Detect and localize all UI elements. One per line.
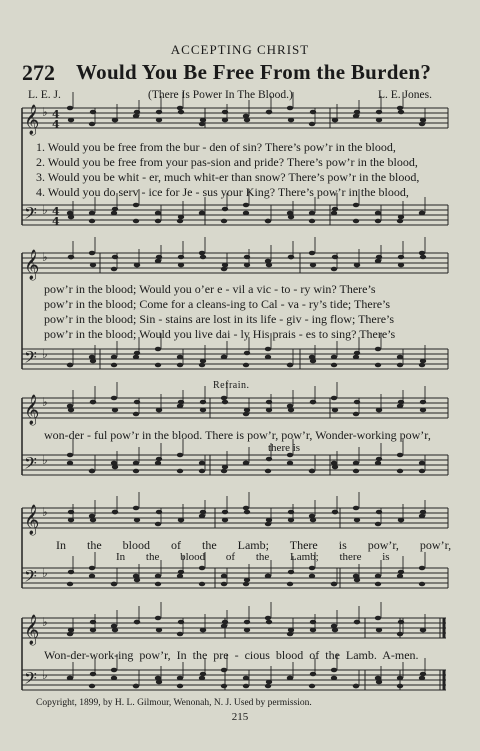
note-head bbox=[155, 219, 161, 224]
note-head bbox=[133, 684, 139, 689]
note-head bbox=[90, 518, 96, 523]
note-head bbox=[353, 506, 359, 511]
note-head bbox=[287, 363, 293, 368]
note-head bbox=[155, 616, 161, 621]
refrain-line2-top: In the blood of the Lamb; There is pow’r, pow’r, bbox=[56, 538, 452, 552]
note-head bbox=[89, 469, 95, 474]
hymn-title: Would You Be Free From the Burden? bbox=[76, 60, 432, 84]
note-head bbox=[397, 469, 403, 474]
note-head bbox=[178, 110, 184, 115]
note-head bbox=[243, 461, 249, 466]
note-head bbox=[309, 355, 315, 360]
note-head bbox=[112, 628, 118, 633]
note-head bbox=[155, 574, 161, 579]
note-head bbox=[419, 251, 425, 256]
note-head bbox=[309, 211, 315, 216]
note-head bbox=[375, 676, 381, 681]
note-head bbox=[331, 211, 337, 216]
note-head bbox=[353, 574, 359, 579]
svg-text:♭: ♭ bbox=[42, 250, 48, 264]
note-head bbox=[155, 461, 161, 466]
note-head bbox=[265, 355, 271, 360]
verse2-line2: pow’r in the blood; Come for a cleans-ing to Cal - va - ry’s tide; There’s bbox=[44, 297, 391, 311]
note-head bbox=[419, 469, 425, 474]
note-head bbox=[354, 518, 360, 523]
note-head bbox=[375, 211, 381, 216]
note-head bbox=[68, 118, 74, 123]
note-head bbox=[376, 118, 382, 123]
note-head bbox=[331, 355, 337, 360]
tune-name: (There Is Power In The Blood.) bbox=[148, 89, 293, 101]
note-head bbox=[111, 355, 117, 360]
svg-text:4: 4 bbox=[52, 108, 60, 121]
note-head bbox=[111, 582, 117, 587]
note-head bbox=[155, 259, 161, 264]
note-head bbox=[353, 412, 359, 417]
note-head bbox=[222, 400, 228, 405]
staff-system2-treble bbox=[22, 253, 448, 273]
note-head bbox=[89, 514, 95, 519]
note-head bbox=[309, 251, 315, 256]
note-head bbox=[89, 355, 95, 360]
note-head bbox=[89, 122, 95, 127]
music-credit: L. E. Jones. bbox=[378, 89, 432, 101]
note-head bbox=[199, 469, 205, 474]
note-head bbox=[419, 676, 425, 681]
note-head bbox=[419, 514, 425, 519]
note-head bbox=[332, 628, 338, 633]
note-head bbox=[353, 219, 359, 224]
note-head bbox=[265, 347, 271, 352]
note-head bbox=[67, 363, 73, 368]
svg-text:4: 4 bbox=[52, 205, 60, 218]
note-head bbox=[199, 676, 205, 681]
note-head bbox=[331, 363, 337, 368]
note-head bbox=[177, 684, 183, 689]
staff-system4-treble bbox=[22, 508, 448, 528]
svg-text:𝄞: 𝄞 bbox=[24, 395, 40, 425]
note-head bbox=[111, 624, 117, 629]
note-head bbox=[375, 582, 381, 587]
note-head bbox=[287, 106, 293, 111]
note-head bbox=[265, 469, 271, 474]
note-head bbox=[177, 355, 183, 360]
verse3-line2: pow’r in the blood; Sin - stains are lost in its life - giv - ing flow; There’s bbox=[44, 312, 395, 326]
note-head bbox=[177, 676, 183, 681]
note-head bbox=[353, 684, 359, 689]
note-head bbox=[353, 469, 359, 474]
note-head bbox=[419, 461, 425, 466]
note-head bbox=[287, 676, 293, 681]
note-head bbox=[353, 355, 359, 360]
note-head bbox=[199, 461, 205, 466]
note-head bbox=[67, 211, 73, 216]
svg-text:♭: ♭ bbox=[42, 105, 48, 119]
note-head bbox=[397, 363, 403, 368]
note-head bbox=[133, 461, 139, 466]
svg-text:4: 4 bbox=[52, 118, 60, 131]
note-head bbox=[397, 453, 403, 458]
refrain-line2-bottom: In the blood of the Lamb; there is bbox=[116, 551, 390, 563]
note-head bbox=[287, 404, 293, 409]
note-head bbox=[199, 122, 205, 127]
note-head bbox=[200, 255, 206, 260]
svg-text:𝄢: 𝄢 bbox=[24, 453, 37, 477]
note-head bbox=[419, 122, 425, 127]
note-head bbox=[221, 267, 227, 272]
note-head bbox=[309, 514, 315, 519]
note-head bbox=[309, 566, 315, 571]
note-head bbox=[199, 251, 205, 256]
note-head bbox=[221, 684, 227, 689]
staff-system2-bass bbox=[22, 349, 448, 369]
note-head bbox=[244, 510, 250, 515]
note-head bbox=[67, 632, 73, 637]
note-head bbox=[111, 363, 117, 368]
note-head bbox=[398, 263, 404, 268]
page-number: 215 bbox=[231, 711, 249, 723]
note-head bbox=[376, 628, 382, 633]
note-head bbox=[67, 404, 73, 409]
note-head bbox=[419, 582, 425, 587]
note-head bbox=[375, 259, 381, 264]
note-head bbox=[133, 412, 139, 417]
note-head bbox=[199, 211, 205, 216]
note-head bbox=[67, 106, 73, 111]
note-head bbox=[397, 355, 403, 360]
svg-text:𝄢: 𝄢 bbox=[24, 347, 37, 371]
note-head bbox=[177, 453, 183, 458]
note-head bbox=[133, 355, 139, 360]
svg-text:♭: ♭ bbox=[42, 203, 48, 217]
svg-text:𝄞: 𝄞 bbox=[24, 105, 40, 135]
refrain-line3: Won-der-work-ing pow’r, In the pre - cious blood of the Lamb. A-men. bbox=[44, 648, 419, 662]
staff-system1-bass bbox=[22, 205, 448, 225]
note-head bbox=[199, 363, 205, 368]
note-head bbox=[155, 363, 161, 368]
section-title: ACCEPTING CHRIST bbox=[170, 42, 310, 57]
hymn-number: 272 bbox=[22, 60, 55, 85]
note-head bbox=[133, 203, 139, 208]
note-head bbox=[331, 668, 337, 673]
note-head bbox=[67, 453, 73, 458]
note-head bbox=[420, 255, 426, 260]
note-head bbox=[310, 518, 316, 523]
note-head bbox=[287, 632, 293, 637]
note-head bbox=[221, 574, 227, 579]
note-head bbox=[397, 632, 403, 637]
note-head bbox=[331, 461, 337, 466]
note-head bbox=[221, 469, 227, 474]
note-head bbox=[266, 263, 272, 268]
note-head bbox=[111, 396, 117, 401]
note-head bbox=[200, 408, 206, 413]
note-head bbox=[177, 106, 183, 111]
note-head bbox=[199, 582, 205, 587]
note-head bbox=[68, 408, 74, 413]
note-head bbox=[309, 574, 315, 579]
note-head bbox=[178, 263, 184, 268]
note-head bbox=[331, 582, 337, 587]
note-head bbox=[243, 506, 249, 511]
svg-text:𝄢: 𝄢 bbox=[24, 566, 37, 590]
note-head bbox=[133, 506, 139, 511]
note-head bbox=[243, 684, 249, 689]
note-head bbox=[375, 363, 381, 368]
note-head bbox=[331, 624, 337, 629]
note-head bbox=[90, 263, 96, 268]
note-head bbox=[266, 620, 272, 625]
note-head bbox=[177, 404, 183, 409]
note-head bbox=[155, 676, 161, 681]
svg-text:𝄞: 𝄞 bbox=[24, 505, 40, 535]
staff-system5-bass bbox=[22, 670, 446, 690]
note-head bbox=[221, 396, 227, 401]
note-head bbox=[397, 676, 403, 681]
note-head bbox=[89, 574, 95, 579]
note-head bbox=[111, 676, 117, 681]
staff-system5-treble bbox=[22, 618, 446, 638]
refrain-label: Refrain. bbox=[213, 380, 250, 391]
svg-text:♭: ♭ bbox=[42, 347, 48, 361]
note-head bbox=[134, 518, 140, 523]
note-head bbox=[287, 211, 293, 216]
note-head bbox=[177, 469, 183, 474]
note-head bbox=[177, 574, 183, 579]
svg-text:♭: ♭ bbox=[42, 395, 48, 409]
note-head bbox=[353, 203, 359, 208]
note-head bbox=[133, 219, 139, 224]
note-head bbox=[221, 668, 227, 673]
svg-text:♭: ♭ bbox=[42, 453, 48, 467]
svg-text:♭: ♭ bbox=[42, 505, 48, 519]
note-head bbox=[265, 616, 271, 621]
note-head bbox=[310, 263, 316, 268]
note-head bbox=[67, 461, 73, 466]
note-head bbox=[331, 676, 337, 681]
note-head bbox=[331, 396, 337, 401]
note-head bbox=[265, 219, 271, 224]
note-head bbox=[265, 684, 271, 689]
note-head bbox=[133, 469, 139, 474]
note-head bbox=[397, 106, 403, 111]
svg-text:𝄢: 𝄢 bbox=[24, 203, 37, 227]
staff-system1-treble bbox=[22, 108, 448, 128]
note-head bbox=[397, 219, 403, 224]
note-head bbox=[244, 118, 250, 123]
svg-text:𝄞: 𝄞 bbox=[24, 250, 40, 280]
note-head bbox=[221, 582, 227, 587]
note-head bbox=[353, 114, 359, 119]
note-head bbox=[398, 110, 404, 115]
note-head bbox=[375, 219, 381, 224]
note-head bbox=[221, 624, 227, 629]
svg-text:𝄢: 𝄢 bbox=[24, 668, 37, 692]
note-head bbox=[177, 363, 183, 368]
note-head bbox=[309, 122, 315, 127]
refrain-line1: won-der - ful pow’r in the blood. There is pow’r, pow’r, Wonder-working pow’r, bbox=[44, 428, 431, 442]
note-head bbox=[309, 684, 315, 689]
note-head bbox=[177, 219, 183, 224]
note-head bbox=[156, 118, 162, 123]
note-head bbox=[287, 461, 293, 466]
note-head bbox=[265, 522, 271, 527]
note-head bbox=[89, 251, 95, 256]
note-head bbox=[155, 582, 161, 587]
note-head bbox=[111, 461, 117, 466]
svg-text:𝄞: 𝄞 bbox=[24, 615, 40, 645]
verse4-line2: pow’r in the blood; Would you live dai - ly His prais - es to sing? There’s bbox=[44, 327, 396, 341]
words-credit: L. E. J. bbox=[28, 89, 61, 101]
note-head bbox=[375, 347, 381, 352]
note-head bbox=[288, 408, 294, 413]
note-head bbox=[112, 408, 118, 413]
staff-system4-bass bbox=[22, 568, 448, 588]
staff-system3-treble bbox=[22, 398, 448, 418]
note-head bbox=[332, 408, 338, 413]
note-head bbox=[89, 219, 95, 224]
svg-text:♭: ♭ bbox=[42, 668, 48, 682]
note-head bbox=[244, 628, 250, 633]
note-head bbox=[419, 566, 425, 571]
verse3-line1: 3. Would you be whit - er, much whit-er than snow? There’s pow’r in the blood, bbox=[36, 170, 420, 184]
note-head bbox=[397, 404, 403, 409]
copyright-notice: Copyright, 1899, by H. L. Gilmour, Wenonah, N. J. Used by permission. bbox=[36, 698, 312, 708]
note-head bbox=[288, 118, 294, 123]
verse4-line1: 4. Would you do serv - ice for Je - sus your King? There’s pow’r in the blood, bbox=[36, 185, 409, 199]
note-head bbox=[375, 616, 381, 621]
staff-system3-bass bbox=[22, 455, 448, 475]
note-head bbox=[243, 203, 249, 208]
note-head bbox=[397, 684, 403, 689]
svg-text:4: 4 bbox=[52, 215, 60, 228]
note-head bbox=[156, 628, 162, 633]
note-head bbox=[111, 267, 117, 272]
verse1-line2: pow’r in the blood; Would you o’er e - vil a vic - to - ry win? There’s bbox=[44, 282, 376, 296]
note-head bbox=[243, 412, 249, 417]
note-head bbox=[397, 574, 403, 579]
note-head bbox=[155, 522, 161, 527]
note-head bbox=[353, 461, 359, 466]
note-head bbox=[67, 676, 73, 681]
note-head bbox=[199, 566, 205, 571]
note-head bbox=[111, 668, 117, 673]
note-head bbox=[419, 363, 425, 368]
note-head bbox=[243, 363, 249, 368]
note-head bbox=[243, 582, 249, 587]
note-head bbox=[243, 676, 249, 681]
note-head bbox=[177, 632, 183, 637]
note-head bbox=[419, 211, 425, 216]
note-head bbox=[221, 355, 227, 360]
note-head bbox=[199, 514, 205, 519]
note-head bbox=[221, 219, 227, 224]
svg-text:♭: ♭ bbox=[42, 566, 48, 580]
refrain-line1-bass: there is bbox=[268, 442, 301, 454]
verse1-line1: 1. Would you be free from the bur - den of sin? There’s pow’r in the blood, bbox=[36, 140, 396, 154]
note-head bbox=[309, 469, 315, 474]
note-head bbox=[265, 259, 271, 264]
note-head bbox=[89, 684, 95, 689]
note-head bbox=[111, 211, 117, 216]
note-head bbox=[155, 211, 161, 216]
note-head bbox=[309, 219, 315, 224]
note-head bbox=[243, 114, 249, 119]
verse2-line1: 2. Would you be free from your pas-sion and pride? There’s pow’r in the blood, bbox=[36, 155, 418, 169]
note-head bbox=[420, 408, 426, 413]
note-head bbox=[89, 566, 95, 571]
note-head bbox=[155, 347, 161, 352]
note-head bbox=[375, 574, 381, 579]
svg-text:♭: ♭ bbox=[42, 615, 48, 629]
note-head bbox=[375, 461, 381, 466]
note-head bbox=[287, 582, 293, 587]
note-head bbox=[133, 574, 139, 579]
note-head bbox=[331, 267, 337, 272]
note-head bbox=[375, 522, 381, 527]
note-head bbox=[243, 211, 249, 216]
note-head bbox=[67, 582, 73, 587]
note-head bbox=[89, 211, 95, 216]
note-head bbox=[222, 518, 228, 523]
note-head bbox=[133, 114, 139, 119]
note-head bbox=[265, 574, 271, 579]
